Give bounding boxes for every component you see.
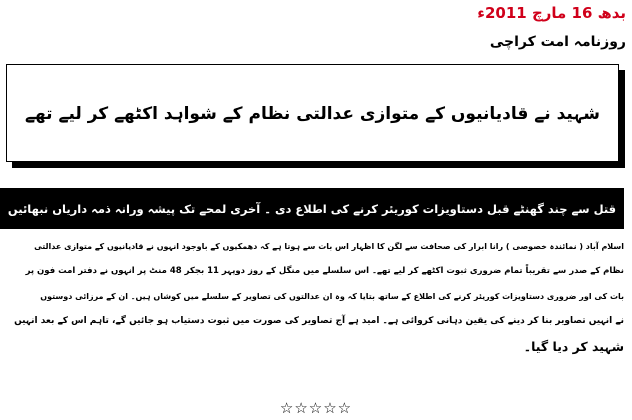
headline-box xyxy=(6,64,619,162)
subheadline-bar xyxy=(0,188,624,229)
article-line: نظام کے صدر سے تقریباً تمام ضروری ثبوت اکٹھے کر لیے تھے۔ اس سلسلے میں منگل کے روز دوپہر 11 بجکر 48 منٹ پر انہوں نے دفتر امت فون پر xyxy=(25,266,624,276)
article-line: بات کی اور ضروری دستاویزات کوریئر کرنے کی اطلاع کے ساتھ بتایا کہ وہ ان عدالتوں کی تصاویر کے سلسلے میں کوشاں ہیں۔ ان کے مرزائی دوستوں xyxy=(40,292,624,301)
subheadline: قتل سے چند گھنٹے قبل دستاویزات کوریئر کرنے کی اطلاع دی ۔ آخری لمحے تک پیشہ ورانہ ذمہ داریاں نبھائیں xyxy=(7,201,617,216)
article-line: نے انہیں تصاویر بنا کر دینے کی یقین دہانی کروائی ہے۔ امید ہے آج تصاویر کی صورت میں ثبوت دستیاب ہو جائیں گے، تاہم اس کے بعد انہیں xyxy=(14,316,624,326)
headline: شہید نے قادیانیوں کے متوازی عدالتی نظام کے شواہد اکٹھے کر لیے تھے xyxy=(25,103,601,124)
article-body xyxy=(12,234,624,359)
article-line: شہید کر دیا گیا۔ xyxy=(523,339,624,354)
newspaper-source: روزنامہ امت کراچی xyxy=(489,34,626,50)
footer-stars-icon: ☆☆☆☆☆ xyxy=(279,399,353,417)
article-line: اسلام آباد ( نمائندہ خصوصی ) رانا ابرار کی صحافت سے لگن کا اظہار اس بات سے ہوتا ہے کہ دھمکیوں کے باوجود انہوں نے قادیانیوں کے متوازی عدالتی xyxy=(34,242,624,251)
publication-date: بدھ 16 مارچ 2011ء xyxy=(477,4,626,22)
